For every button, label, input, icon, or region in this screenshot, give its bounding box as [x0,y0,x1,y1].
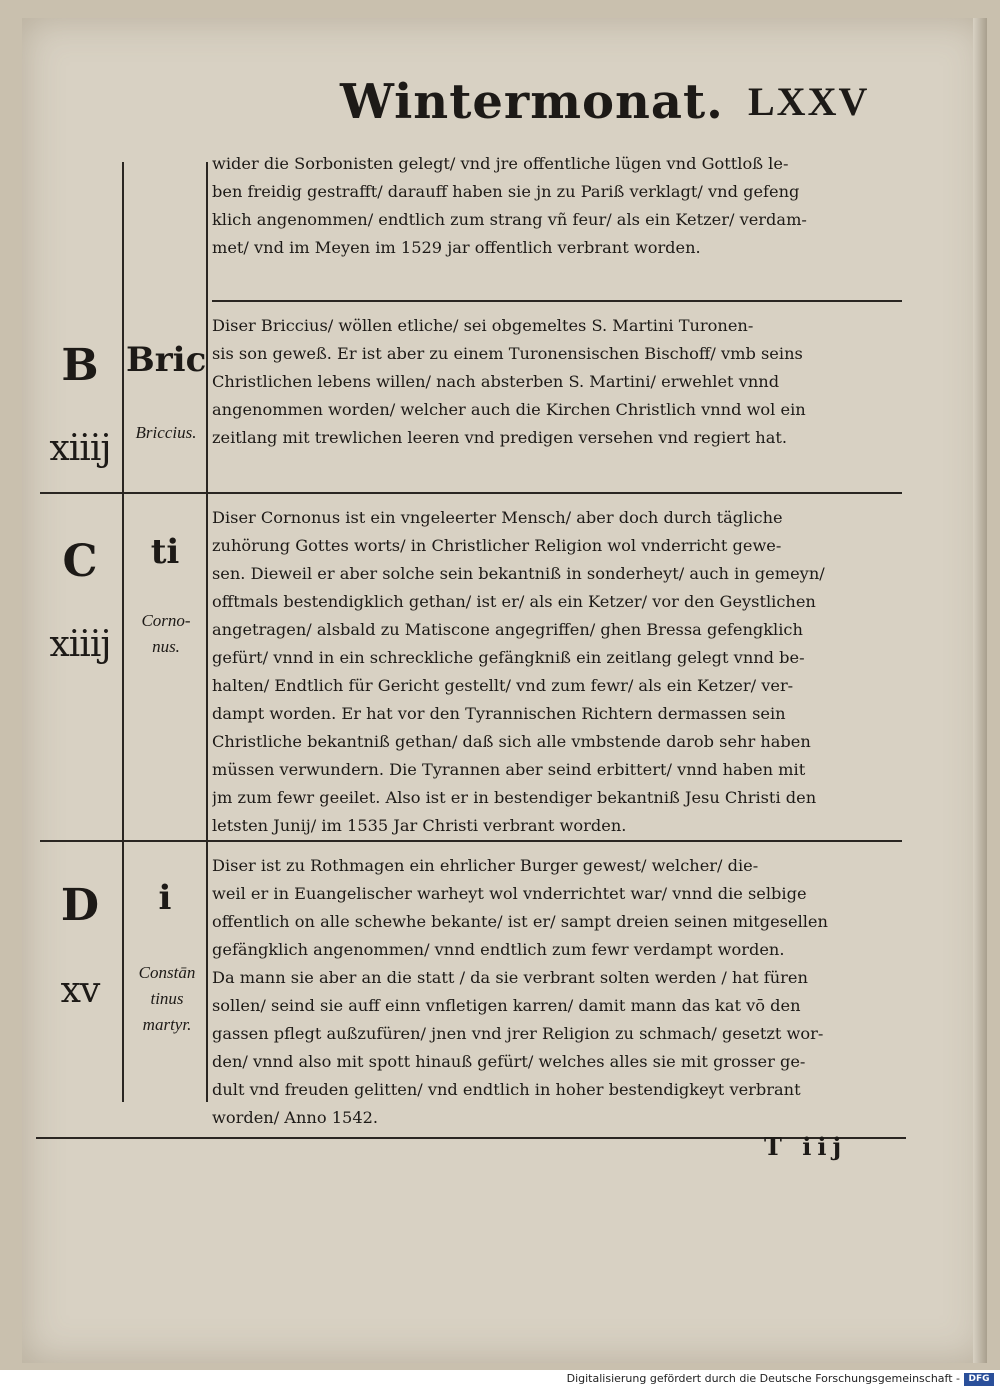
text-line: Christliche bekantniß gethan/ daß sich alle vmbstende darob sehr haben [212,732,811,751]
text-line: Diser Cornonus ist ein vngeleerter Mensch/ aber doch durch tägliche [212,508,783,527]
day-label: Bric [126,340,207,380]
continuation-paragraph [212,150,902,262]
text-line: Christlichen lebens willen/ nach absterben S. Martini/ erwehlet vnnd [212,372,780,391]
saint-name: Briccius. [135,423,197,442]
day-label: ti [150,532,180,572]
saint-name: Constān tinus martyr. [138,963,196,1034]
text-line: Diser Briccius/ wöllen etliche/ sei obgemeltes S. Martini Turonen- [212,316,754,335]
dominical-letter: B [61,340,99,391]
signature-mark: T iij [764,1132,848,1161]
text-line: Da mann sie aber an die statt / da sie verbrant solten werden / hat füren [212,968,808,987]
text-line: offentlich on alle schewhe bekante/ ist er/ sampt dreien seinen mitgesellen [212,912,828,931]
entry-paragraph [212,852,902,1132]
text-line: jm zum fewr geeilet. Also ist er in bestendiger bekantniß Jesu Christi den [212,788,817,807]
entry-separator [40,840,902,842]
text-line: dampt worden. Er hat vor den Tyrannischen Richtern dermassen sein [212,704,786,723]
text-line: den/ vnnd also mit spott hinauß gefürt/ welches alles sie mit grosser ge- [212,1052,806,1071]
text-line: zeitlang mit trewlichen leeren vnd predigen versehen vnd regiert hat. [212,428,787,447]
day-label: i [158,878,172,918]
text-line: angenommen worden/ welcher auch die Kirchen Christlich vnnd wol ein [212,400,806,419]
text-line: letsten Junij/ im 1535 Jar Christi verbrant worden. [212,816,627,835]
running-title: Wintermonat. [340,74,724,130]
saint-name: Corno- nus. [141,611,191,656]
text-line: offtmals bestendigklich gethan/ ist er/ als ein Ketzer/ vor den Geystlichen [212,592,816,611]
text-line: worden/ Anno 1542. [212,1108,379,1127]
text-line: dult vnd freuden gelitten/ vnd endtlich in hoher bestendigkeyt verbrant [212,1080,801,1099]
text-line: müssen verwundern. Die Tyrannen aber seind erbittert/ vnnd haben mit [212,760,806,779]
text-line: gefürt/ vnnd in ein schreckliche gefängkniß ein zeitlang gelegt vnnd be- [212,648,805,667]
text-line: gefängklich angenommen/ vnnd endtlich zum fewr verdampt worden. [212,940,785,959]
text-line: ben freidig gestrafft/ darauff haben sie jn zu Pariß verklagt/ vnd gefeng [212,182,800,201]
dfg-logo[interactable]: DFG [964,1373,994,1386]
entry-paragraph [212,504,902,840]
text-line: weil er in Euangelischer warheyt wol vnderrichtet war/ vnnd die selbige [212,884,807,903]
entry-paragraph [212,312,902,452]
dominical-number: xv [60,970,100,1011]
entry-separator [40,492,902,494]
folio-number: LXXV [748,79,870,124]
text-line: angetragen/ alsbald zu Matiscone angegriffen/ ghen Bressa gefengklich [212,620,803,639]
digitization-footer [0,1370,1000,1390]
text-line: halten/ Endtlich für Gericht gestellt/ vnd zum fewr/ als ein Ketzer/ ver- [212,676,794,695]
text-line: gassen pflegt außzufüren/ jnen vnd jrer Religion zu schmach/ gesetzt wor- [212,1024,824,1043]
dominical-number: xiiij [49,624,111,665]
dominical-letter: C [62,536,98,587]
text-line: klich angenommen/ endtlich zum strang vñ feur/ als ein Ketzer/ verdam- [212,210,807,229]
text-line: wider die Sorbonisten gelegt/ vnd jre offentliche lügen vnd Gottloß le- [212,154,789,173]
column-rule-left [122,162,124,1102]
page-edge [973,18,987,1363]
dominical-number: xiiij [49,428,111,469]
dominical-letter: D [60,880,100,931]
text-line: sis son geweß. Er ist aber zu einem Turonensischen Bischoff/ vmb seins [212,344,803,363]
text-line: Diser ist zu Rothmagen ein ehrlicher Burger gewest/ welcher/ die- [212,856,759,875]
text-line: sen. Dieweil er aber solche sein bekantniß in sonderheyt/ auch in gemeyn/ [212,564,825,583]
text-line: met/ vnd im Meyen im 1529 jar offentlich verbrant worden. [212,238,701,257]
text-line: sollen/ seind sie auff einn vnfletigen karren/ damit mann das kat vō den [212,996,801,1015]
footer-credit: Digitalisierung gefördert durch die Deutsche Forschungsgemeinschaft - [566,1372,960,1385]
text-line: zuhörung Gottes worts/ in Christlicher Religion wol vnderricht gewe- [212,536,782,555]
entry-separator [212,300,902,302]
